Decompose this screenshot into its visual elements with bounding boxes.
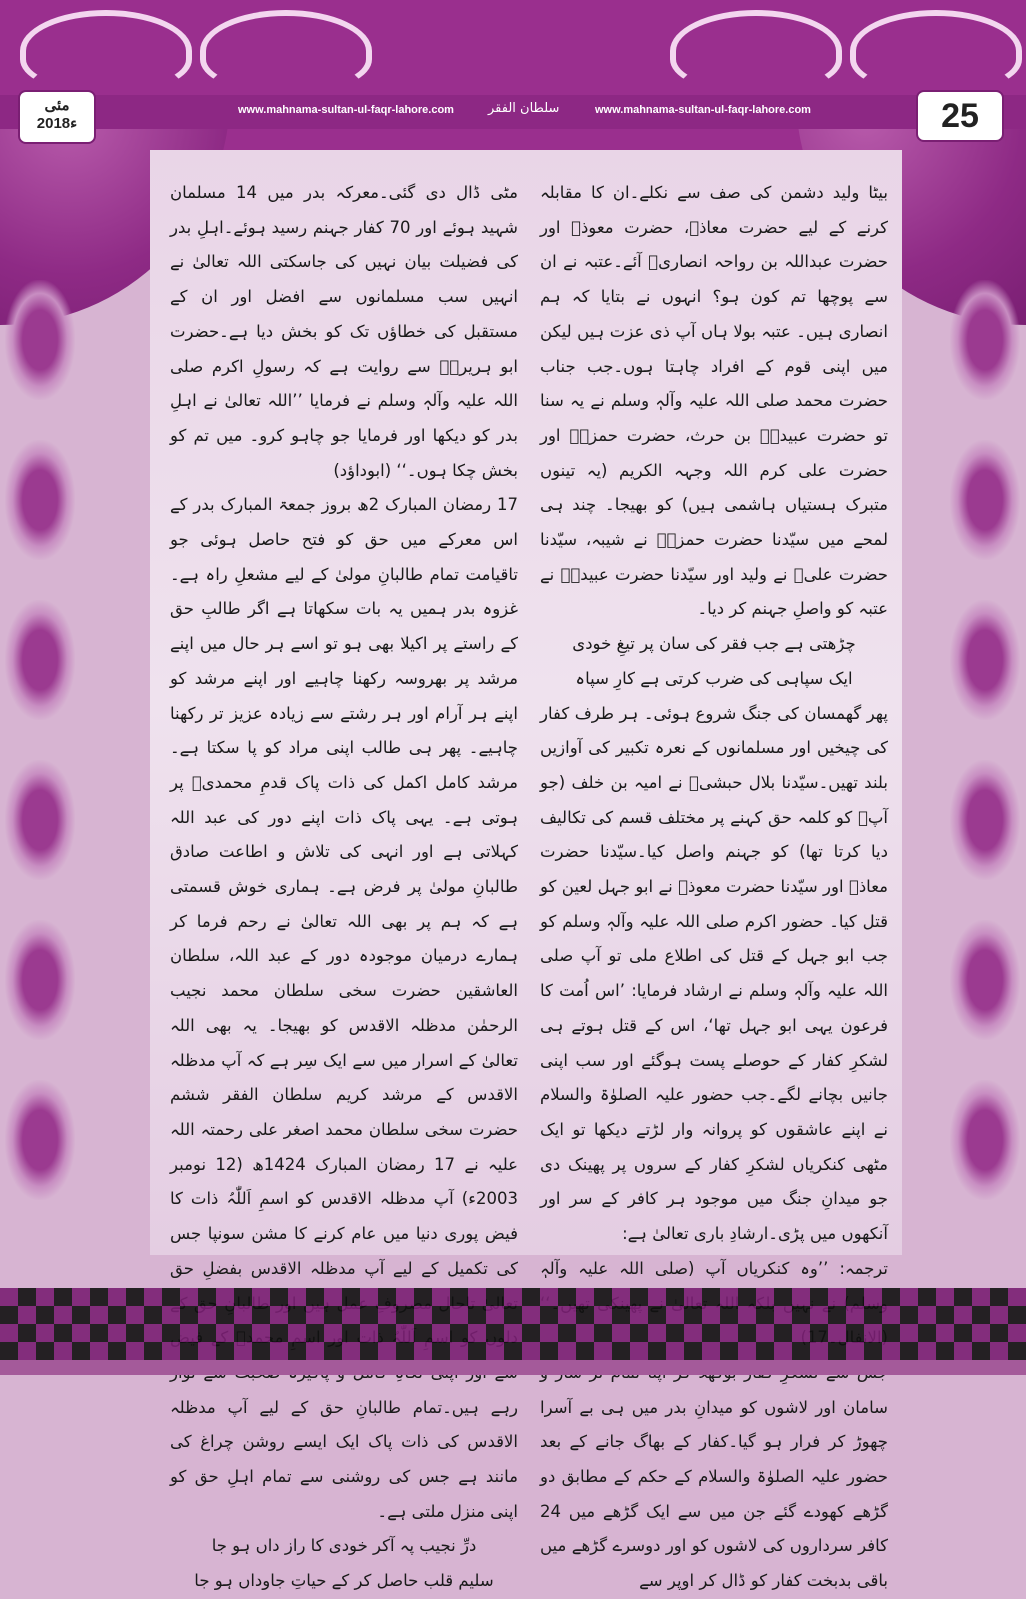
damask-ornament-icon: [5, 760, 75, 880]
paragraph: مٹی ڈال دی گئی۔معرکہ بدر میں 14 مسلمان شہید ہوئے اور 70 کفار جہنم رسید ہوئے۔اہلِ بدر کی فضیلت بیان نہیں کی جاسکتی اللہ تعالیٰ نے انہیں سب مسلمانوں سے افضل اور ان کے مستقبل کی خطاؤں تک کو بخش دیا ہے۔حضرت ابو ہریرہؓ سے روایت ہے کہ رسولِ اکرم صلی اللہ علیہ وآلہٖ وسلم نے فرمایا ’’اللہ تعالیٰ نے اہلِ بدر کو دیکھا اور فرمایا جو چاہو کرو۔ میں تم کو بخش چکا ہوں۔‘‘ (ابوداؤد): [170, 183, 518, 480]
verse-line: درِّ نجیب پہ آکر خودی کا راز داں ہو جا: [211, 1536, 477, 1556]
translation-quote: ترجمہ: ’’وہ کنکریاں آپ (صلی اللہ علیہ وآلہٖ: [540, 1258, 888, 1278]
checkered-border: [0, 1288, 1026, 1360]
paragraph: 17 رمضان المبارک 2ھ بروز جمعۃ المبارک بدر کے اس معرکے میں حق کو فتح حاصل ہوئی جو تاقیامت تمام طالبانِ مولیٰ کے لیے مشعلِ راہ ہے۔غزوہ بدر ہمیں یہ بات سکھاتا ہے اگر طالبِ حق کے راستے پر اکیلا بھی ہو تو اسے ہر حال میں اپنے مرشد پر بھروسہ رکھنا چاہیے اور اپنے مرشد کو اپنے ہر آرام اور ہر رشتے سے زیادہ عزیز تر رکھنا چاہیے۔ پھر ہی طالب اپنی مراد کو پا سکتا ہے۔مرشد کامل اکمل کی ذات پاک قدمِ محمدیؐ پر ہوتی ہے۔ یہی پاک ذات اپنے دور کی عبد اللہ کہلاتی ہے اور انہی کی تلاش و اطاعت صادق طالبانِ مولیٰ پر فرض ہے۔ ہماری خوش قسمتی ہے کہ ہم پر بھی اللہ تعالیٰ نے رحم فرما کر ہمارے درمیان موجودہ دور کے عبد اللہ، سلطان العاشقین حضرت سخی سلطان محمد نجیب الرحمٰن مدظلہ الاقدس کو بھیجا۔ یہ بھی اللہ تعالیٰ کے اسرار میں سے ایک سِر ہے کہ آپ مدظلہ الاقدس کے مرشد کریم سلطان الفقر ششم حضرت سخی سلطان محمد اصغر علی رحمتہ اللہ علیہ نے 17 رمضان المبارک 1424ھ (12 نومبر 2003ء) آپ مدظلہ الاقدس کو اسمِ اَللّٰہُ ذات کا فیض پوری دنیا میں عام کرنے کا مشن سونپا جس کی تکمیل کے لیے آپ مدظلہ الاقدس بفضلِ حق رہے ہیں۔تمام طالبانِ حق کے لیے آپ مدظلہ الاقدس کی ذات پاک ایک ایسے روشن چراغ کی مانند ہے جس کی روشنی سے تمام اہلِ حق کو اپنی منزل ملتی ہے۔: [170, 495, 519, 1521]
damask-ornament-icon: [950, 920, 1020, 1040]
damask-ornament-icon: [5, 280, 75, 400]
damask-ornament-icon: [950, 440, 1020, 560]
damask-ornament-icon: [950, 760, 1020, 880]
decorative-swirl: [200, 10, 372, 92]
paragraph: پھر گھمسان کی جنگ شروع ہوئی۔ ہر طرف کفار کی چیخیں اور مسلمانوں کے نعرہ تکبیر کی آوازیں بلند تھیں۔سیّدنا بلال حبشیؓ نے امیہ بن خلف (جو آپؓ کو کلمہ حق کہنے پر مختلف قسم کی تکالیف دیا کرتا تھا) کو جہنم واصل کیا۔سیّدنا حضرت معاذؓ اور سیّدنا حضرت معوذؓ نے ابو جہل لعین کو قتل کیا۔ حضور اکرم صلی اللہ علیہ وآلہٖ وسلم کو جب ابو جہل کے قتل کی اطلاع ملی تو آپ صلی اللہ علیہ وآلہٖ وسلم نے ارشاد فرمایا: ’اس اُمت کا فرعون یہی ابو جہل تھا‘، اس کے قتل ہوتے ہی لشکرِ کفار کے حوصلے پست ہوگئے اور سب اپنی جانیں بچانے لگے۔جب حضور علیہ الصلوٰۃ والسلام نے اپنے عاشقوں کو پروانہ وار لڑتے دیکھا تو ایک مٹھی کنکریاں لشکرِ کفار کے سروں پر پھینک دی جو میدانِ جنگ میں موجود ہر کافر کے سر اور آنکھوں میں پڑی۔ارشادِ باری تعالیٰ ہے:: [540, 703, 888, 1244]
damask-ornament-icon: [950, 1080, 1020, 1200]
verse-line: چڑھتی ہے جب فقر کی سان پر تیغِ خودی: [572, 634, 856, 654]
issue-date: [18, 90, 96, 144]
page-number: 25: [916, 90, 1004, 142]
damask-ornament-icon: [950, 280, 1020, 400]
verse-line: سلیم قلب حاصل کر کے حیاتِ جاوداں ہو جا: [194, 1571, 494, 1591]
decorative-swirl: [670, 10, 842, 92]
text-column-left: [170, 176, 518, 1599]
damask-ornament-icon: [5, 440, 75, 560]
damask-ornament-icon: [5, 920, 75, 1040]
website-url[interactable]: www.mahnama-sultan-ul-faqr-lahore.com: [238, 104, 454, 116]
damask-ornament-icon: [5, 600, 75, 720]
magazine-logo: سلطان الفقر: [488, 101, 560, 116]
issue-month: مئی: [44, 97, 70, 114]
damask-ornament-icon: [5, 1080, 75, 1200]
website-url[interactable]: www.mahnama-sultan-ul-faqr-lahore.com: [595, 104, 811, 116]
decorative-swirl: [850, 10, 1022, 92]
bottom-strip: [0, 1360, 1026, 1375]
damask-ornament-icon: [950, 600, 1020, 720]
verse-line: ایک سپاہی کی ضرب کرتی ہے کارِ سپاہ: [575, 668, 853, 688]
paragraph: سامان اور لاشوں کو میدانِ بدر میں ہی بے آسرا چھوڑ کر فرار ہو گیا۔کفار کے بھاگ جانے کے بعد حضور علیہ الصلوٰۃ والسلام کے حکم کے مطابق دو گڑھے کھودے گئے جن میں سے ایک گڑھے میں 24 کافر سرداروں کی لاشوں کو اور دوسرے گڑھے میں باقی بدبخت کفار کو ڈال کر اوپر سے: [540, 1397, 888, 1591]
decorative-swirl: [20, 10, 192, 92]
issue-year: 2018ء: [36, 115, 78, 132]
text-column-right: [540, 176, 888, 1599]
paragraph: بیٹا ولید دشمن کی صف سے نکلے۔ان کا مقابلہ کرنے کے لیے حضرت معاذؓ، حضرت معوذؓ اور حضرت عبداللہ بن رواحہ انصاریؓ آئے۔عتبہ نے ان سے پوچھا تم کون ہو؟ انہوں نے بتایا کہ ہم انصاری ہیں۔ عتبہ بولا ہاں آپ ذی عزت ہیں لیکن میں اپنی قوم کے افراد چاہتا ہوں۔جب جناب حضرت محمد صلی اللہ علیہ وآلہٖ وسلم نے یہ سنا تو حضرت عبیدہؓ بن حرث، حضرت حمزہؓ اور حضرت علی کرم اللہ وجہہ الکریم (یہ تینوں متبرک ہستیاں ہاشمی ہیں) کو بھیجا۔ چند ہی لمحے میں سیّدنا حضرت حمزہؓ نے شیبہ، سیّدنا حضرت علیؓ نے ولید اور سیّدنا حضرت عبیدہؓ نے عتبہ کو واصلِ جہنم کر دیا۔: [540, 183, 888, 619]
